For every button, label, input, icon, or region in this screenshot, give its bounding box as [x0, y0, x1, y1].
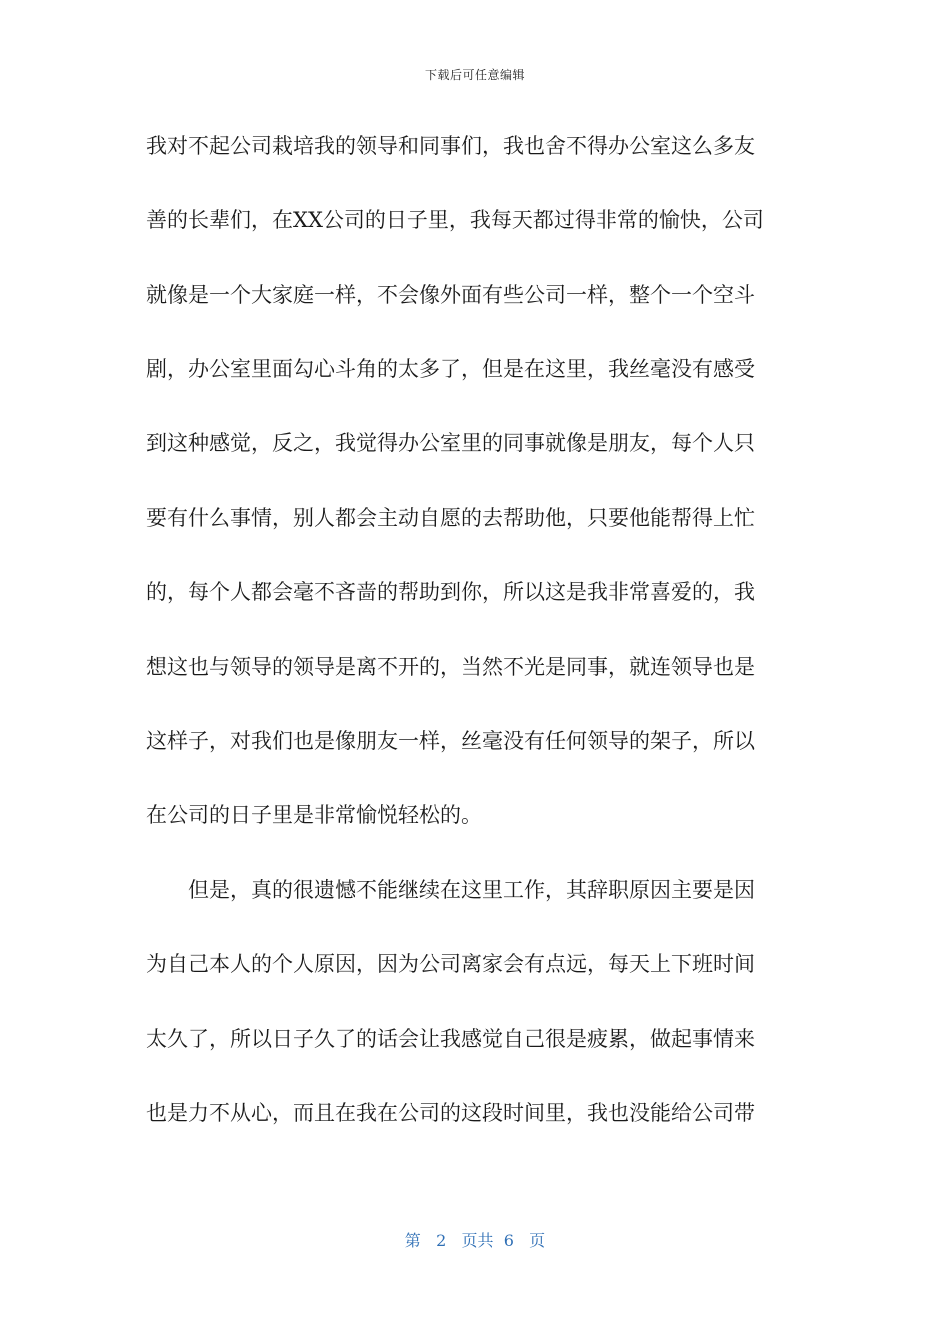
paragraph-line: 在公司的日子里是非常愉悦轻松的。 — [146, 803, 482, 827]
paragraph-line: 太久了，所以日子久了的话会让我感觉自己很是疲累，做起事情来 — [146, 1027, 755, 1051]
paragraph-line: 这样子，对我们也是像朋友一样，丝毫没有任何领导的架子，所以 — [146, 729, 755, 753]
paragraph-line: 但是，真的很遗憾不能继续在这里工作，其辞职原因主要是因 — [146, 878, 755, 902]
current-page-number: 2 — [436, 1231, 447, 1250]
paragraph-line: 到这种感觉，反之，我觉得办公室里的同事就像是朋友，每个人只 — [146, 431, 755, 455]
paragraph-line: 我对不起公司栽培我的领导和同事们，我也舍不得办公室这么多友 — [146, 134, 755, 158]
page-label-prefix: 第 — [404, 1231, 421, 1250]
paragraph-line: 也是力不从心，而且在我在公司的这段时间里，我也没能给公司带 — [146, 1101, 755, 1125]
total-pages-number: 6 — [503, 1231, 514, 1250]
paragraph-line: 为自己本人的个人原因，因为公司离家会有点远，每天上下班时间 — [146, 952, 755, 976]
page-label-mid: 页共 — [461, 1231, 494, 1250]
paragraph-line: 就像是一个大家庭一样，不会像外面有些公司一样，整个一个空斗 — [146, 283, 755, 307]
paragraph-line: 善的长辈们，在XX公司的日子里，我每天都过得非常的愉快，公司 — [146, 208, 764, 232]
page-footer — [0, 1228, 950, 1251]
paragraph-line: 想这也与领导的领导是离不开的，当然不光是同事，就连领导也是 — [146, 655, 755, 679]
page-label-suffix: 页 — [529, 1231, 546, 1250]
paragraph-line: 的，每个人都会毫不吝啬的帮助到你，所以这是我非常喜爱的，我 — [146, 580, 755, 604]
page-header: 下载后可任意编辑 — [424, 68, 525, 82]
paragraph-line: 剧，办公室里面勾心斗角的太多了，但是在这里，我丝毫没有感受 — [146, 357, 755, 381]
paragraph-line: 要有什么事情，别人都会主动自愿的去帮助他，只要他能帮得上忙 — [146, 506, 755, 530]
